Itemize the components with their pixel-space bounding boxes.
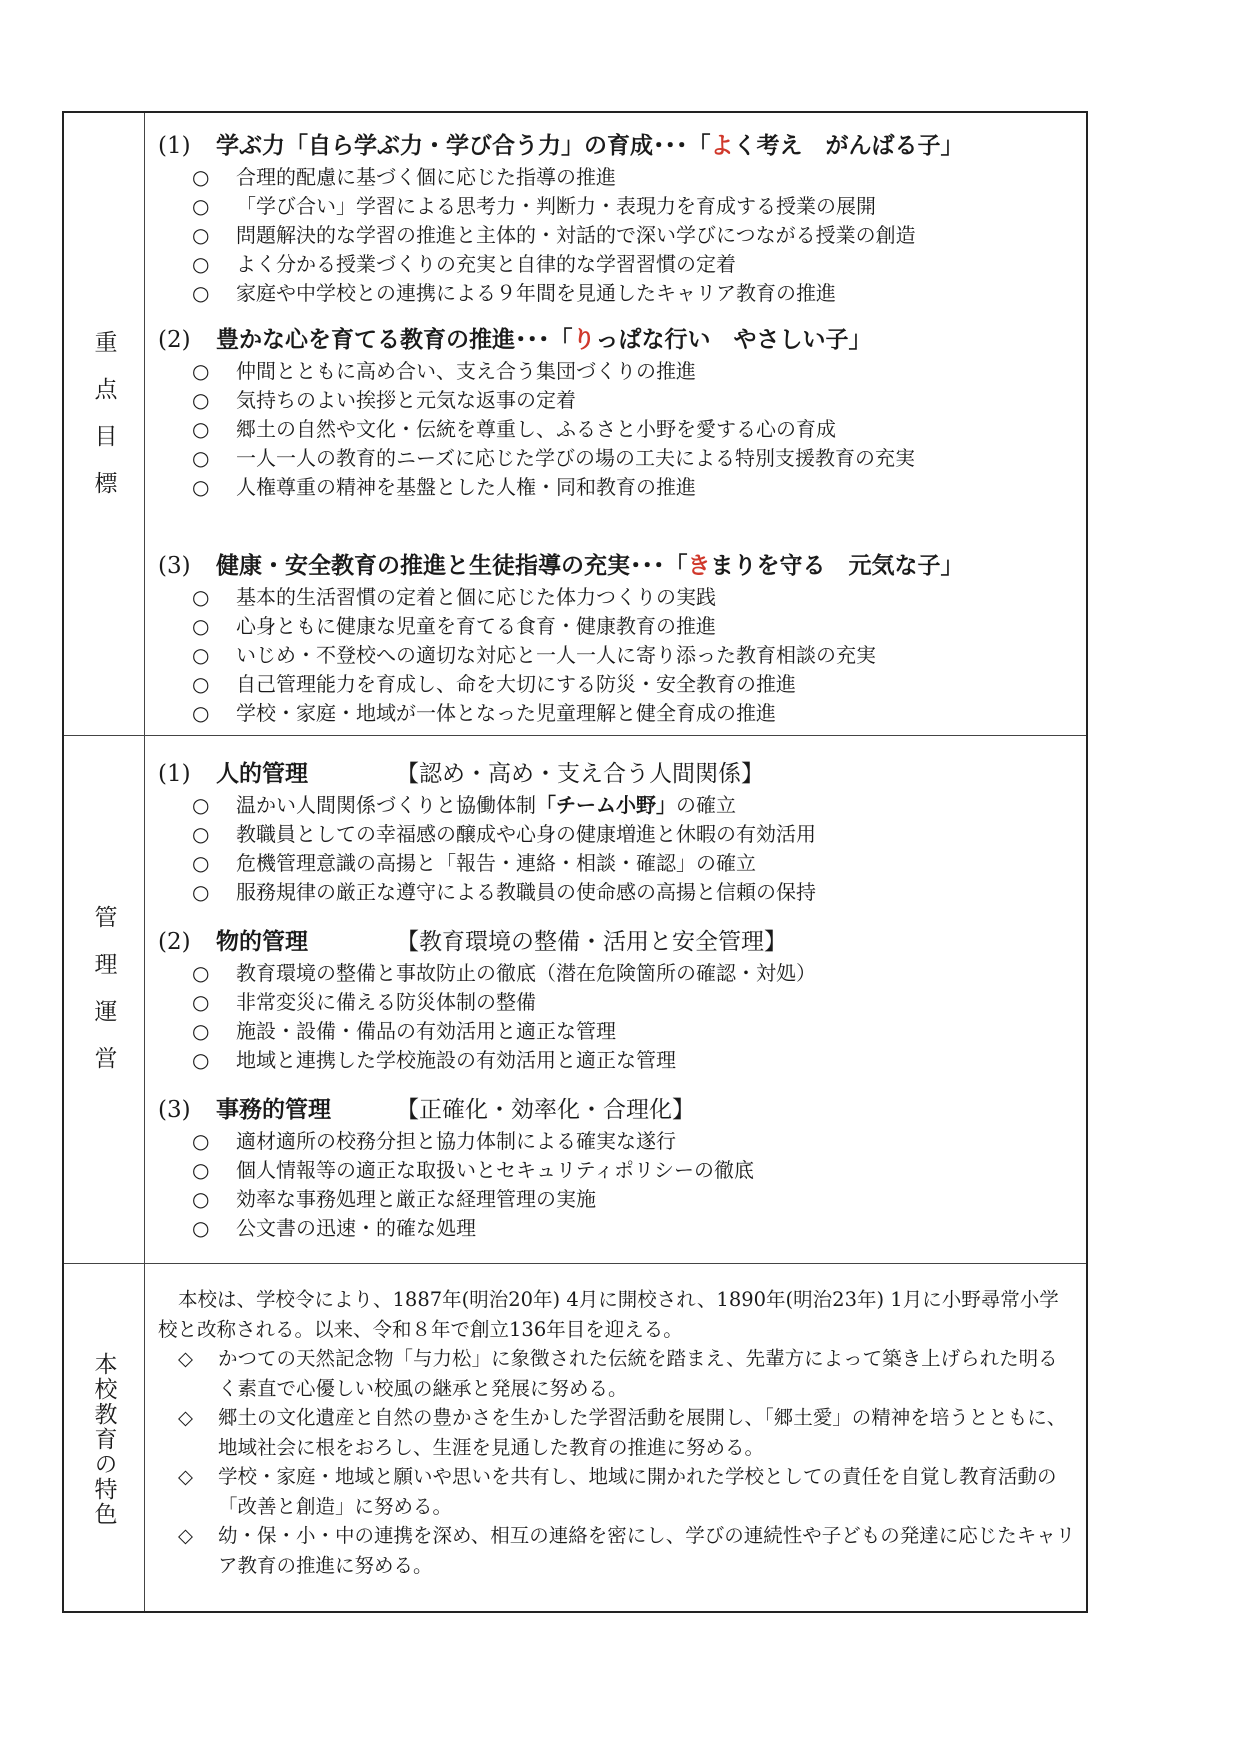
list-item bbox=[158, 878, 1082, 907]
focus-content bbox=[144, 113, 1086, 735]
circle-bullet-icon: ○ bbox=[192, 1048, 210, 1072]
focus-section-1 bbox=[158, 129, 1082, 308]
circle-bullet-icon: ○ bbox=[192, 281, 210, 305]
item-text: かつての天然記念物「与力松」に象徴された伝統を踏まえ、先輩方によって築き上げられた明るく素直で心優しい校風の継承と発展に努める。 bbox=[218, 1347, 1058, 1400]
slogan-open: 「 bbox=[687, 132, 711, 159]
management-content bbox=[144, 735, 1086, 1263]
item-text: 心身ともに健康な児童を育てる食育・健康教育の推進 bbox=[236, 614, 716, 638]
management-section-heading bbox=[158, 757, 1082, 791]
section-title: 事務的管理 bbox=[216, 1096, 331, 1123]
list-item bbox=[158, 988, 1082, 1017]
list-item bbox=[158, 1344, 1076, 1403]
item-text: 効率な事務処理と厳正な経理管理の実施 bbox=[236, 1187, 596, 1211]
circle-bullet-icon: ○ bbox=[192, 672, 210, 696]
section-title: 学ぶ力「自ら学ぶ力・学び合う力」の育成･･･ bbox=[216, 132, 688, 159]
item-text: 基本的生活習慣の定着と個に応じた体力つくりの実践 bbox=[236, 585, 716, 609]
circle-bullet-icon: ○ bbox=[192, 223, 210, 247]
section-slogan bbox=[688, 129, 964, 163]
circle-bullet-icon: ○ bbox=[192, 1158, 210, 1182]
list-item bbox=[158, 699, 1082, 728]
item-text: 公文書の迅速・的確な処理 bbox=[236, 1216, 476, 1240]
list-item bbox=[158, 670, 1082, 699]
circle-bullet-icon: ○ bbox=[192, 194, 210, 218]
list-item bbox=[158, 1214, 1082, 1243]
item-text: いじめ・不登校への適切な対応と一人一人に寄り添った教育相談の充実 bbox=[236, 643, 876, 667]
list-item bbox=[158, 641, 1082, 670]
circle-bullet-icon: ○ bbox=[192, 643, 210, 667]
item-text: 危機管理意識の高揚と「報告・連絡・相談・確認」の確立 bbox=[236, 851, 756, 875]
focus-item-list bbox=[158, 583, 1082, 728]
list-item bbox=[158, 163, 1082, 192]
circle-bullet-icon: ○ bbox=[192, 961, 210, 985]
list-item bbox=[158, 583, 1082, 612]
circle-bullet-icon: ○ bbox=[192, 388, 210, 412]
list-item bbox=[158, 444, 1082, 473]
management-section-2 bbox=[158, 925, 1082, 1075]
section-title: 物的管理 bbox=[216, 928, 308, 955]
list-item bbox=[158, 279, 1082, 308]
features-label-cell bbox=[64, 1263, 144, 1615]
item-text: 幼・保・小・中の連携を深め、相互の連絡を密にし、学びの連続性や子どもの発達に応じたキャリア教育の推進に努める。 bbox=[218, 1524, 1076, 1577]
item-text: 一人一人の教育的ニーズに応じた学びの場の工夫による特別支援教育の充実 bbox=[236, 446, 915, 470]
section-slogan bbox=[665, 549, 964, 583]
features-intro: 本校は、学校令により、1887年(明治20年) 4月に開校され、1890年(明治23年) 1月に小野尋常小学校と改称される。以来、令和８年で創立136年目を迎える。 bbox=[158, 1288, 1059, 1341]
focus-label-cell bbox=[64, 113, 144, 735]
slogan-rest: っぱな行い やさしい子」 bbox=[595, 326, 872, 353]
features-content bbox=[144, 1263, 1086, 1615]
circle-bullet-icon: ○ bbox=[192, 165, 210, 189]
item-text: 温かい人間関係づくりと協働体制 bbox=[236, 793, 536, 817]
circle-bullet-icon: ○ bbox=[192, 417, 210, 441]
management-item-list bbox=[158, 959, 1082, 1075]
list-item bbox=[158, 1046, 1082, 1075]
management-section-heading bbox=[158, 1093, 1082, 1127]
item-text: 地域と連携した学校施設の有効活用と適正な管理 bbox=[236, 1048, 676, 1072]
circle-bullet-icon: ○ bbox=[192, 614, 210, 638]
section-number: (2) bbox=[158, 929, 191, 955]
diamond-bullet-icon: ◇ bbox=[178, 1465, 193, 1488]
management-section-1 bbox=[158, 757, 1082, 907]
item-text: 個人情報等の適正な取扱いとセキュリティポリシーの徹底 bbox=[236, 1158, 754, 1182]
circle-bullet-icon: ○ bbox=[192, 701, 210, 725]
item-text: 学校・家庭・地域と願いや思いを共有し、地域に開かれた学校としての責任を自覚し教育活動の「改善と創造」に努める。 bbox=[218, 1465, 1057, 1518]
list-item bbox=[158, 791, 1082, 820]
item-text: 家庭や中学校との連携による９年間を見通したキャリア教育の推進 bbox=[236, 281, 836, 305]
circle-bullet-icon: ○ bbox=[192, 475, 210, 499]
item-text: 合理的配慮に基づく個に応じた指導の推進 bbox=[236, 165, 616, 189]
features-body bbox=[158, 1285, 1076, 1580]
circle-bullet-icon: ○ bbox=[192, 880, 210, 904]
section-number: (2) bbox=[158, 327, 191, 353]
item-emphasis: 「チーム小野」 bbox=[536, 793, 676, 817]
diamond-bullet-icon: ◇ bbox=[178, 1524, 193, 1547]
section-number: (3) bbox=[158, 553, 191, 579]
list-item bbox=[158, 959, 1082, 988]
section-title: 人的管理 bbox=[216, 760, 308, 787]
focus-item-list bbox=[158, 163, 1082, 308]
slogan-initial: き bbox=[687, 552, 711, 579]
section-slogan bbox=[550, 323, 872, 357]
list-item bbox=[158, 357, 1082, 386]
circle-bullet-icon: ○ bbox=[192, 1216, 210, 1240]
list-item bbox=[158, 473, 1082, 502]
section-note: 【正確化・効率化・合理化】 bbox=[396, 1097, 695, 1123]
features-label: 本校教育の特色 bbox=[90, 1351, 117, 1527]
section-title: 豊かな心を育てる教育の推進･･･ bbox=[216, 326, 550, 353]
management-item-list bbox=[158, 791, 1082, 907]
list-item bbox=[158, 820, 1082, 849]
focus-item-list bbox=[158, 357, 1082, 502]
list-item bbox=[158, 1017, 1082, 1046]
management-item-list bbox=[158, 1127, 1082, 1243]
circle-bullet-icon: ○ bbox=[192, 851, 210, 875]
list-item bbox=[158, 1156, 1082, 1185]
focus-section-heading bbox=[158, 323, 1082, 357]
circle-bullet-icon: ○ bbox=[192, 990, 210, 1014]
item-text: 郷土の自然や文化・伝統を尊重し、ふるさと小野を愛する心の育成 bbox=[236, 417, 836, 441]
section-note: 【認め・高め・支え合う人間関係】 bbox=[396, 761, 764, 787]
circle-bullet-icon: ○ bbox=[192, 1187, 210, 1211]
item-text: 自己管理能力を育成し、命を大切にする防災・安全教育の推進 bbox=[236, 672, 796, 696]
item-text: 学校・家庭・地域が一体となった児童理解と健全育成の推進 bbox=[236, 701, 776, 725]
focus-section-heading bbox=[158, 549, 1082, 583]
list-item bbox=[158, 192, 1082, 221]
circle-bullet-icon: ○ bbox=[192, 446, 210, 470]
section-number: (3) bbox=[158, 1097, 191, 1123]
list-item bbox=[158, 221, 1082, 250]
list-item bbox=[158, 849, 1082, 878]
circle-bullet-icon: ○ bbox=[192, 252, 210, 276]
list-item bbox=[158, 1403, 1076, 1462]
item-text: 問題解決的な学習の推進と主体的・対話的で深い学びにつながる授業の創造 bbox=[236, 223, 916, 247]
item-text: よく分かる授業づくりの充実と自律的な学習習慣の定着 bbox=[236, 252, 736, 276]
circle-bullet-icon: ○ bbox=[192, 359, 210, 383]
item-text: 適材適所の校務分担と協力体制による確実な遂行 bbox=[236, 1129, 676, 1153]
item-text-tail: の確立 bbox=[676, 793, 736, 817]
section-number: (1) bbox=[158, 761, 191, 787]
list-item bbox=[158, 1462, 1076, 1521]
slogan-open: 「 bbox=[549, 326, 573, 353]
item-text: 仲間とともに高め合い、支え合う集団づくりの推進 bbox=[236, 359, 696, 383]
list-item bbox=[158, 1127, 1082, 1156]
circle-bullet-icon: ○ bbox=[192, 822, 210, 846]
management-label-cell bbox=[64, 735, 144, 1263]
slogan-initial: よ bbox=[710, 132, 734, 159]
section-note: 【教育環境の整備・活用と安全管理】 bbox=[396, 929, 787, 955]
item-text: 教育環境の整備と事故防止の徹底（潜在危険箇所の確認・対処） bbox=[236, 961, 816, 985]
focus-section-heading bbox=[158, 129, 1082, 163]
item-text: 非常変災に備える防災体制の整備 bbox=[236, 990, 536, 1014]
circle-bullet-icon: ○ bbox=[192, 793, 210, 817]
management-label: 管理運営 bbox=[90, 905, 117, 1093]
slogan-open: 「 bbox=[664, 552, 688, 579]
focus-label: 重点目標 bbox=[90, 330, 117, 518]
diamond-bullet-icon: ◇ bbox=[178, 1347, 193, 1370]
education-plan-table bbox=[62, 111, 1088, 1613]
item-text: 「学び合い」学習による思考力・判断力・表現力を育成する授業の展開 bbox=[236, 194, 876, 218]
list-item bbox=[158, 250, 1082, 279]
list-item bbox=[158, 386, 1082, 415]
item-text: 服務規律の厳正な遵守による教職員の使命感の高揚と信頼の保持 bbox=[236, 880, 816, 904]
management-section-3 bbox=[158, 1093, 1082, 1243]
item-text: 教職員としての幸福感の醸成や心身の健康増進と休暇の有効活用 bbox=[236, 822, 816, 846]
section-title: 健康・安全教育の推進と生徒指導の充実･･･ bbox=[216, 552, 665, 579]
diamond-bullet-icon: ◇ bbox=[178, 1406, 193, 1429]
list-item bbox=[158, 1185, 1082, 1214]
circle-bullet-icon: ○ bbox=[192, 1129, 210, 1153]
circle-bullet-icon: ○ bbox=[192, 1019, 210, 1043]
list-item bbox=[158, 612, 1082, 641]
circle-bullet-icon: ○ bbox=[192, 585, 210, 609]
section-number: (1) bbox=[158, 133, 191, 159]
slogan-rest: まりを守る 元気な子」 bbox=[710, 552, 964, 579]
slogan-initial: り bbox=[572, 326, 596, 353]
item-text: 人権尊重の精神を基盤とした人権・同和教育の推進 bbox=[236, 475, 696, 499]
item-text: 施設・設備・備品の有効活用と適正な管理 bbox=[236, 1019, 616, 1043]
focus-section-3 bbox=[158, 549, 1082, 728]
slogan-rest: く考え がんばる子」 bbox=[733, 132, 964, 159]
item-text: 気持ちのよい挨拶と元気な返事の定着 bbox=[236, 388, 576, 412]
list-item bbox=[158, 1521, 1076, 1580]
focus-section-2 bbox=[158, 323, 1082, 502]
management-section-heading bbox=[158, 925, 1082, 959]
list-item bbox=[158, 415, 1082, 444]
item-text: 郷土の文化遺産と自然の豊かさを生かした学習活動を展開し、「郷土愛」の精神を培うとともに、地域社会に根をおろし、生涯を見通した教育の推進に努める。 bbox=[218, 1406, 1067, 1459]
